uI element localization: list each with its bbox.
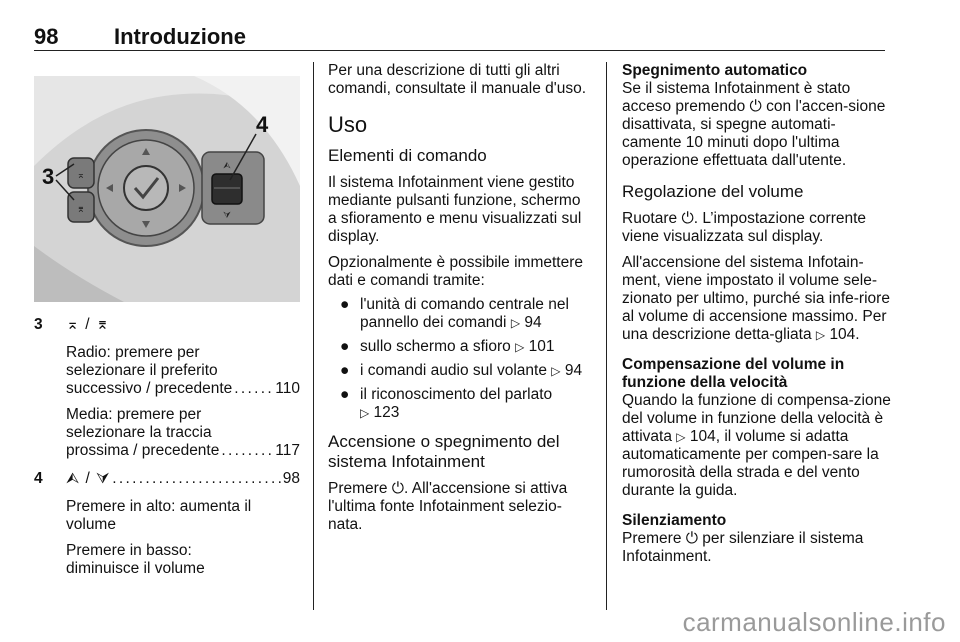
leader-line — [66, 470, 300, 488]
legend-number: 3 — [34, 316, 43, 333]
page-ref: 117 — [275, 442, 300, 459]
text-line: Premere in basso: — [66, 542, 192, 559]
list-text: l'unità di comando centrale nel pannello dei comandi — [360, 296, 569, 331]
leader-line — [66, 442, 300, 460]
intro-paragraph: Per una descrizione di tutti gli altri comandi, consultate il manuale d'uso. — [328, 62, 586, 97]
paragraph — [622, 254, 894, 344]
legend-desc-media — [66, 406, 300, 460]
text-line: Media: premere per — [66, 406, 202, 423]
legend-desc-radio — [66, 344, 300, 398]
list-text: i comandi audio sul volante — [360, 362, 547, 379]
list-text: sullo schermo a sfioro — [360, 338, 511, 355]
page-ref-arrow-icon: ▷ — [676, 430, 686, 444]
svg-text:⌆: ⌆ — [76, 204, 86, 215]
list-text: il riconoscimento del parlato — [360, 386, 553, 403]
page-ref-arrow-icon: ▷ — [551, 364, 561, 378]
legend-number: 4 — [34, 470, 43, 487]
callout-3: 3 — [42, 164, 55, 189]
page-ref: 123 — [373, 404, 400, 421]
text-line: selezionare la traccia — [66, 424, 212, 441]
legend-desc-down — [66, 542, 300, 578]
paragraph: Il sistema Infotainment viene gestito mediante pulsanti funzione, schermo a sfioramento e menu visualizzati sul display. — [328, 174, 582, 245]
page-ref: 104, — [689, 428, 721, 445]
text-line: selezionare il preferito — [66, 362, 218, 379]
text-line: prossima / precedente — [66, 442, 220, 459]
steering-wheel-figure — [34, 76, 300, 302]
legend-desc-up — [66, 498, 300, 534]
paragraph-text: il volume si adatta automaticamente per compen-sare la rumorosità della strada e del vento durante la guida. — [622, 428, 879, 499]
paragraph — [622, 392, 894, 500]
column-divider-2 — [606, 62, 607, 610]
svg-text:⮛: ⮛ — [223, 210, 231, 220]
paragraph: Premere ⏻ per silenziare il sistema Infotainment. — [622, 530, 864, 565]
page-title: Introduzione — [114, 24, 246, 49]
svg-text:⮙: ⮙ — [223, 160, 231, 170]
svg-text:⌅: ⌅ — [76, 170, 86, 181]
page-ref: 101 — [528, 338, 555, 355]
bullet-list — [328, 296, 592, 422]
bullet-icon: ● — [340, 296, 350, 313]
bullet-icon: ● — [340, 386, 350, 403]
column-middle — [328, 62, 592, 534]
page-ref: 104. — [829, 326, 860, 343]
leader-line — [66, 380, 300, 398]
leader-dots — [234, 380, 273, 398]
column-divider-1 — [313, 62, 314, 610]
leader-dots — [112, 470, 280, 488]
text-line: diminuisce il volume — [66, 560, 205, 577]
subheading: Compensazione del volume in funzione della velocità — [622, 356, 845, 391]
subsection-title: Accensione o spegnimento del sistema Infotainment — [328, 432, 560, 471]
section-title: Uso — [328, 112, 368, 137]
page-ref-arrow-icon: ▷ — [815, 328, 826, 342]
legend-symbols: ⮙ / ⮛ — [66, 470, 111, 487]
page-number: 98 — [34, 24, 59, 49]
subheading: Silenziamento — [622, 512, 727, 529]
page-ref: 98 — [282, 470, 300, 487]
text-line: Premere in alto: aumenta il — [66, 498, 252, 515]
steering-wheel-illustration — [34, 76, 300, 302]
page-ref: 110 — [275, 380, 300, 397]
legend-item-3 — [34, 316, 300, 460]
page-ref-arrow-icon: ▷ — [515, 340, 525, 354]
paragraph: Se il sistema Infotainment è stato acceso premendo ⏻ con l'accen-sione disattivata, si spegne automati-camente 10 minuti dopo l'ultima operazione effettuata dall'utente. — [622, 80, 886, 169]
subheading: Spegnimento automatico — [622, 62, 808, 79]
paragraph-text: All'accensione del sistema Infotain-ment, viene impostato il volume sele-zionato per ultimo, purché sia infe-riore al volume di accensione massimo. Per una descrizione detta-gliata — [622, 254, 890, 343]
paragraph: Ruotare ⏻. L’impostazione corrente viene visualizzata sul display. — [622, 210, 867, 245]
list-item — [328, 338, 592, 356]
header-rule — [34, 50, 885, 51]
leader-dots — [221, 442, 273, 460]
column-left — [34, 62, 300, 578]
paragraph: Premere ⏻. All'accensione si attiva l'ultima fonte Infotainment selezio-nata. — [328, 480, 568, 533]
legend-item-4 — [34, 470, 300, 578]
volume-rocker — [212, 174, 242, 204]
page-ref: 94 — [524, 314, 542, 331]
legend-symbols: ⌅ / ⌆ — [66, 316, 110, 333]
bullet-icon: ● — [340, 362, 350, 379]
subsection-title: Regolazione del volume — [622, 182, 804, 201]
subsection-title: Elementi di comando — [328, 146, 487, 165]
page-ref-arrow-icon: ▷ — [360, 406, 370, 420]
paragraph: Opzionalmente è possibile immettere dati e comandi tramite: — [328, 254, 584, 289]
page-header — [34, 14, 885, 50]
text-line: volume — [66, 516, 116, 533]
bullet-icon: ● — [340, 338, 350, 355]
paragraph-text: Quando la funzione di compensa-zione del volume in funzione della velocità è attivata — [622, 392, 891, 445]
watermark: carmanualsonline.info — [682, 607, 946, 637]
page-ref: 94 — [564, 362, 583, 379]
text-line: successivo / precedente — [66, 380, 233, 397]
list-item — [328, 386, 592, 422]
list-item — [328, 362, 592, 380]
column-right — [622, 62, 894, 566]
text-line: Radio: premere per — [66, 344, 200, 361]
list-item — [328, 296, 592, 332]
page-ref-arrow-icon: ▷ — [510, 316, 521, 330]
ok-button — [124, 166, 168, 210]
callout-4: 4 — [256, 112, 269, 137]
